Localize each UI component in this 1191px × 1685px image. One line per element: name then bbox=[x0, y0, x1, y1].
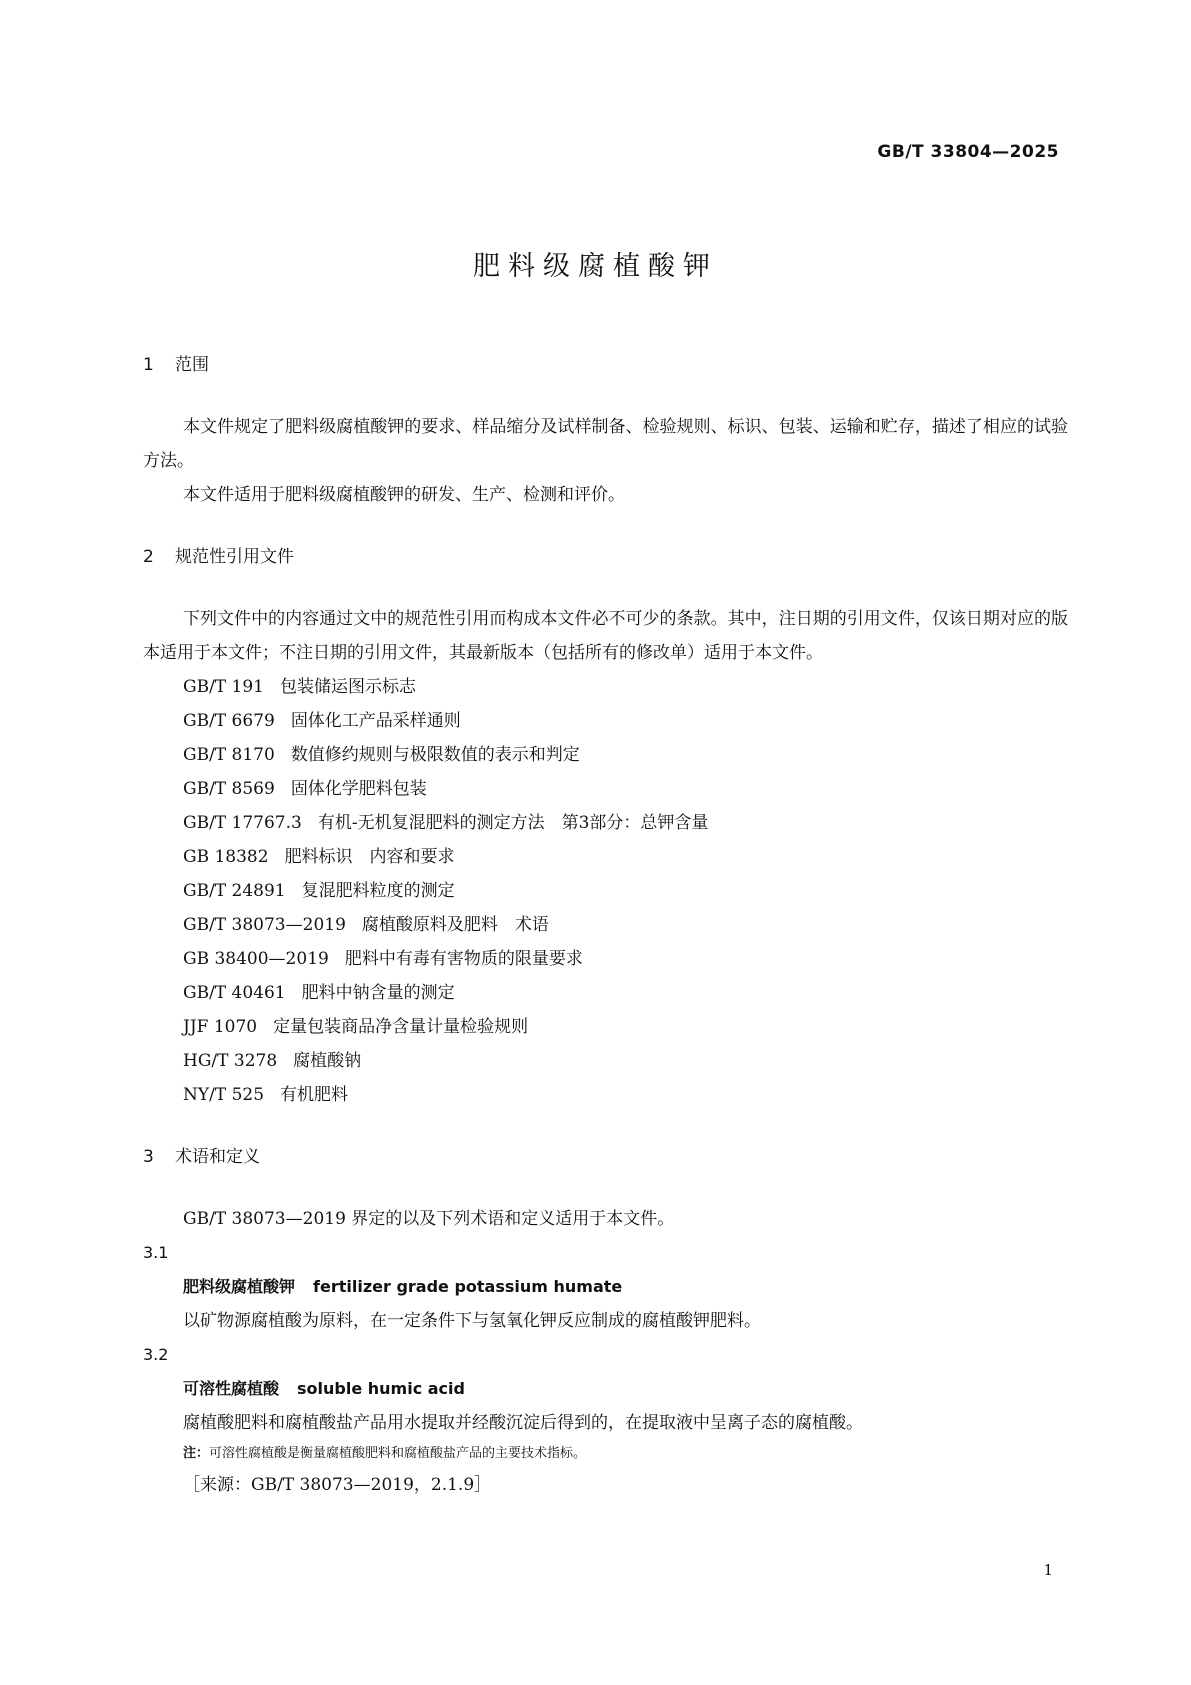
section-title: 术语和定义 bbox=[175, 1147, 260, 1167]
reference-item bbox=[143, 1078, 1068, 1112]
reference-code: GB/T 24891 bbox=[183, 881, 286, 901]
reference-title: 肥料标识 内容和要求 bbox=[284, 847, 455, 867]
reference-code: JJF 1070 bbox=[183, 1017, 258, 1037]
reference-title: 复混肥料粒度的测定 bbox=[301, 881, 455, 901]
reference-item bbox=[143, 806, 1068, 840]
page-number: 1 bbox=[1043, 1561, 1053, 1579]
reference-item bbox=[143, 840, 1068, 874]
note-text: 可溶性腐植酸是衡量腐植酸肥料和腐植酸盐产品的主要技术指标。 bbox=[209, 1446, 587, 1461]
term-name-cn: 可溶性腐植酸 bbox=[183, 1379, 280, 1398]
reference-item bbox=[143, 772, 1068, 806]
term-source: ［来源：GB/T 38073—2019，2.1.9］ bbox=[183, 1475, 492, 1495]
document-code: GB/T 33804—2025 bbox=[877, 142, 1059, 162]
term-name-en: soluble humic acid bbox=[297, 1379, 465, 1398]
term-name bbox=[143, 1270, 1068, 1304]
reference-title: 有机-无机复混肥料的测定方法 第3部分：总钾含量 bbox=[317, 813, 709, 833]
document-body bbox=[143, 350, 1068, 1502]
reference-code: GB/T 8170 bbox=[183, 745, 275, 765]
reference-code: GB/T 38073—2019 bbox=[183, 915, 346, 935]
section-number: 2 bbox=[143, 547, 154, 567]
reference-code: GB/T 191 bbox=[183, 677, 264, 697]
paragraph: GB/T 38073—2019 界定的以及下列术语和定义适用于本文件。 bbox=[183, 1209, 675, 1229]
reference-code: NY/T 525 bbox=[183, 1085, 265, 1105]
reference-title: 有机肥料 bbox=[280, 1085, 349, 1105]
reference-title: 腐植酸原料及肥料 术语 bbox=[361, 915, 549, 935]
document-title: 肥料级腐植酸钾 bbox=[473, 251, 718, 282]
reference-title: 固体化学肥料包装 bbox=[290, 779, 427, 799]
reference-code: GB 38400—2019 bbox=[183, 949, 329, 969]
paragraph: 本文件适用于肥料级腐植酸钾的研发、生产、检测和评价。 bbox=[183, 485, 625, 505]
term-definition: 腐植酸肥料和腐植酸盐产品用水提取并经酸沉淀后得到的，在提取液中呈离子态的腐植酸。 bbox=[183, 1413, 863, 1433]
reference-item bbox=[143, 1010, 1068, 1044]
term-number: 3.1 bbox=[143, 1243, 169, 1262]
paragraph: 下列文件中的内容通过文中的规范性引用而构成本文件必不可少的条款。其中，注日期的引用文件，仅该日期对应的版本适用于本文件；不注日期的引用文件，其最新版本（包括所有的修改单）适用于本文件。 bbox=[143, 609, 1068, 663]
section-number: 3 bbox=[143, 1147, 154, 1167]
reference-title: 数值修约规则与极限数值的表示和判定 bbox=[290, 745, 580, 765]
section-heading-scope bbox=[143, 350, 1068, 378]
reference-item bbox=[143, 1044, 1068, 1078]
reference-title: 定量包装商品净含量计量检验规则 bbox=[273, 1017, 529, 1037]
reference-title: 肥料中钠含量的测定 bbox=[301, 983, 455, 1003]
term-name-en: fertilizer grade potassium humate bbox=[313, 1277, 623, 1296]
term-definition: 以矿物源腐植酸为原料，在一定条件下与氢氧化钾反应制成的腐植酸钾肥料。 bbox=[183, 1311, 761, 1331]
term-name bbox=[143, 1372, 1068, 1406]
reference-code: GB/T 8569 bbox=[183, 779, 275, 799]
term-name-cn: 肥料级腐植酸钾 bbox=[183, 1277, 296, 1296]
reference-item bbox=[143, 874, 1068, 908]
reference-code: GB/T 40461 bbox=[183, 983, 286, 1003]
reference-title: 腐植酸钠 bbox=[293, 1051, 362, 1071]
section-heading-normative-references bbox=[143, 542, 1068, 570]
reference-code: GB/T 6679 bbox=[183, 711, 275, 731]
reference-item bbox=[143, 976, 1068, 1010]
reference-title: 肥料中有毒有害物质的限量要求 bbox=[344, 949, 583, 969]
reference-title: 包装储运图示标志 bbox=[280, 677, 416, 697]
reference-title: 固体化工产品采样通则 bbox=[290, 711, 461, 731]
section-title: 范围 bbox=[175, 355, 209, 375]
reference-code: GB/T 17767.3 bbox=[183, 813, 302, 833]
reference-code: HG/T 3278 bbox=[183, 1051, 278, 1071]
reference-item bbox=[143, 738, 1068, 772]
reference-item bbox=[143, 704, 1068, 738]
section-number: 1 bbox=[143, 355, 154, 375]
reference-item bbox=[143, 670, 1068, 704]
reference-item bbox=[143, 942, 1068, 976]
note-label: 注： bbox=[183, 1446, 210, 1461]
term-note bbox=[143, 1440, 1068, 1468]
reference-code: GB 18382 bbox=[183, 847, 269, 867]
reference-item bbox=[143, 908, 1068, 942]
section-title: 规范性引用文件 bbox=[175, 547, 294, 567]
section-heading-terms-and-definitions bbox=[143, 1142, 1068, 1170]
term-number: 3.2 bbox=[143, 1345, 169, 1364]
paragraph: 本文件规定了肥料级腐植酸钾的要求、样品缩分及试样制备、检验规则、标识、包装、运输和贮存，描述了相应的试验方法。 bbox=[143, 417, 1068, 471]
